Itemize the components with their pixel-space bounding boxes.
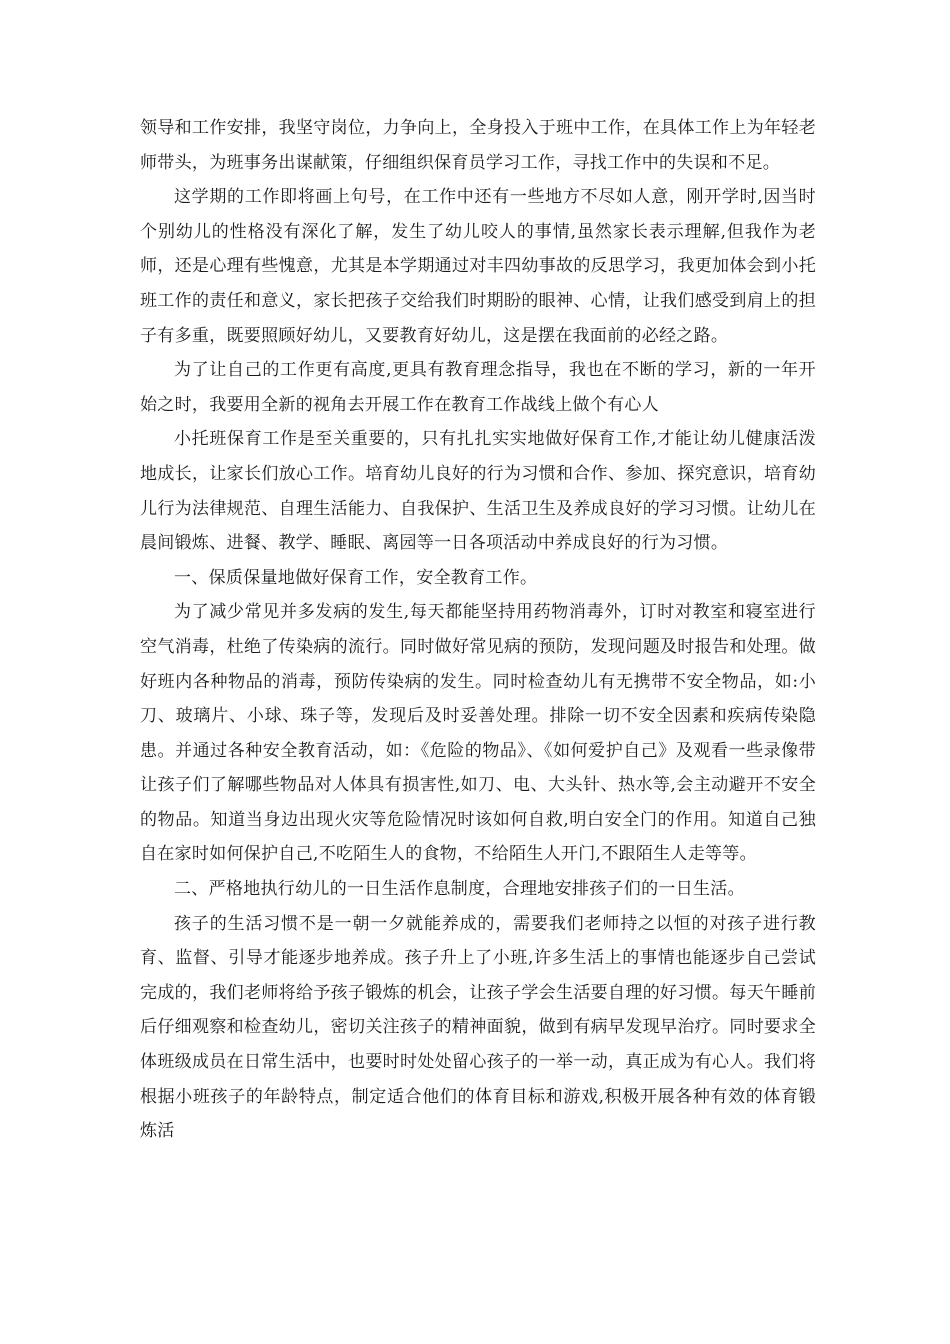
paragraph-care-importance: 小托班保育工作是至关重要的，只有扎扎实实地做好保育工作,才能让幼儿健康活泼地成长，让家长们放心工作。培育幼儿良好的行为习惯和合作、参加、探究意识，培育幼儿行为法律规范、自理生活能力、自我保护、生活卫生及养成良好的学习习惯。让幼儿在晨间锻炼、进餐、教学、睡眠、离园等一日各项活动中养成良好的行为习惯。 [140, 429, 816, 554]
paragraph-continued: 领导和工作安排，我坚守岗位，力争向上，全身投入于班中工作，在具体工作上为年轻老师带头，为班事务出谋献策，仔细组织保育员学习工作，寻找工作中的失误和不足。 [140, 118, 816, 173]
section-heading-safety: 一、保质保量地做好保育工作，安全教育工作。 [174, 567, 538, 588]
paragraph-daily-routine-details: 孩子的生活习惯不是一朝一夕就能养成的，需要我们老师持之以恒的对孩子进行教育、监督、引导才能逐步地养成。孩子升上了小班,许多生活上的事情也能逐步自己尝试完成的，我们老师将给予孩子锻炼的机会，让孩子学会生活要自理的好习惯。每天午睡前后仔细观察和检查幼儿，密切关注孩子的精神面貌，做到有病早发现早治疗。同时要求全体班级成员在日常生活中，也要时时处处留心孩子的一举一动，真正成为有心人。我们将根据小班孩子的年龄特点，制定适合他们的体育目标和游戏,积极开展各种有效的体育锻炼活 [140, 913, 816, 1142]
paragraph-new-year-goal: 为了让自己的工作更有高度,更具有教育理念指导，我也在不断的学习，新的一年开始之时，我要用全新的视角去开展工作在教育工作战线上做个有心人 [140, 360, 816, 415]
document-body [140, 111, 816, 1149]
section-heading-daily-routine: 二、严格地执行幼儿的一日生活作息制度，合理地安排孩子们的一日生活。 [174, 879, 745, 900]
paragraph-safety-details: 为了减少常见并多发病的发生,每天都能坚持用药物消毒外，订时对教室和寝室进行空气消毒，杜绝了传染病的流行。同时做好常见病的预防，发现问题及时报告和处理。做好班内各种物品的消毒，预防传染病的发生。同时检查幼儿有无携带不安全物品，如:小刀、玻璃片、小球、珠子等，发现后及时妥善处理。排除一切不安全因素和疾病传染隐患。并通过各种安全教育活动，如：《危险的物品》、《如何爱护自己》及观看一些录像带让孩子们了解哪些物品对人体具有损害性,如刀、电、大头针、热水等,会主动避开不安全的物品。知道当身边出现火灾等危险情况时该如何自救,明白安全门的作用。知道自己独自在家时如何保护自己,不吃陌生人的食物，不给陌生人开门,不跟陌生人走等等。 [140, 602, 816, 865]
paragraph-semester-reflection: 这学期的工作即将画上句号，在工作中还有一些地方不尽如人意，刚开学时,因当时个别幼儿的性格没有深化了解，发生了幼儿咬人的事情,虽然家长表示理解,但我作为老师，还是心理有些愧意，尤其是本学期通过对丰四幼事故的反思学习，我更加体会到小托班工作的责任和意义，家长把孩子交给我们时期盼的眼神、心情，让我们感受到肩上的担子有多重，既要照顾好幼儿，又要教育好幼儿，这是摆在我面前的必经之路。 [140, 187, 816, 346]
